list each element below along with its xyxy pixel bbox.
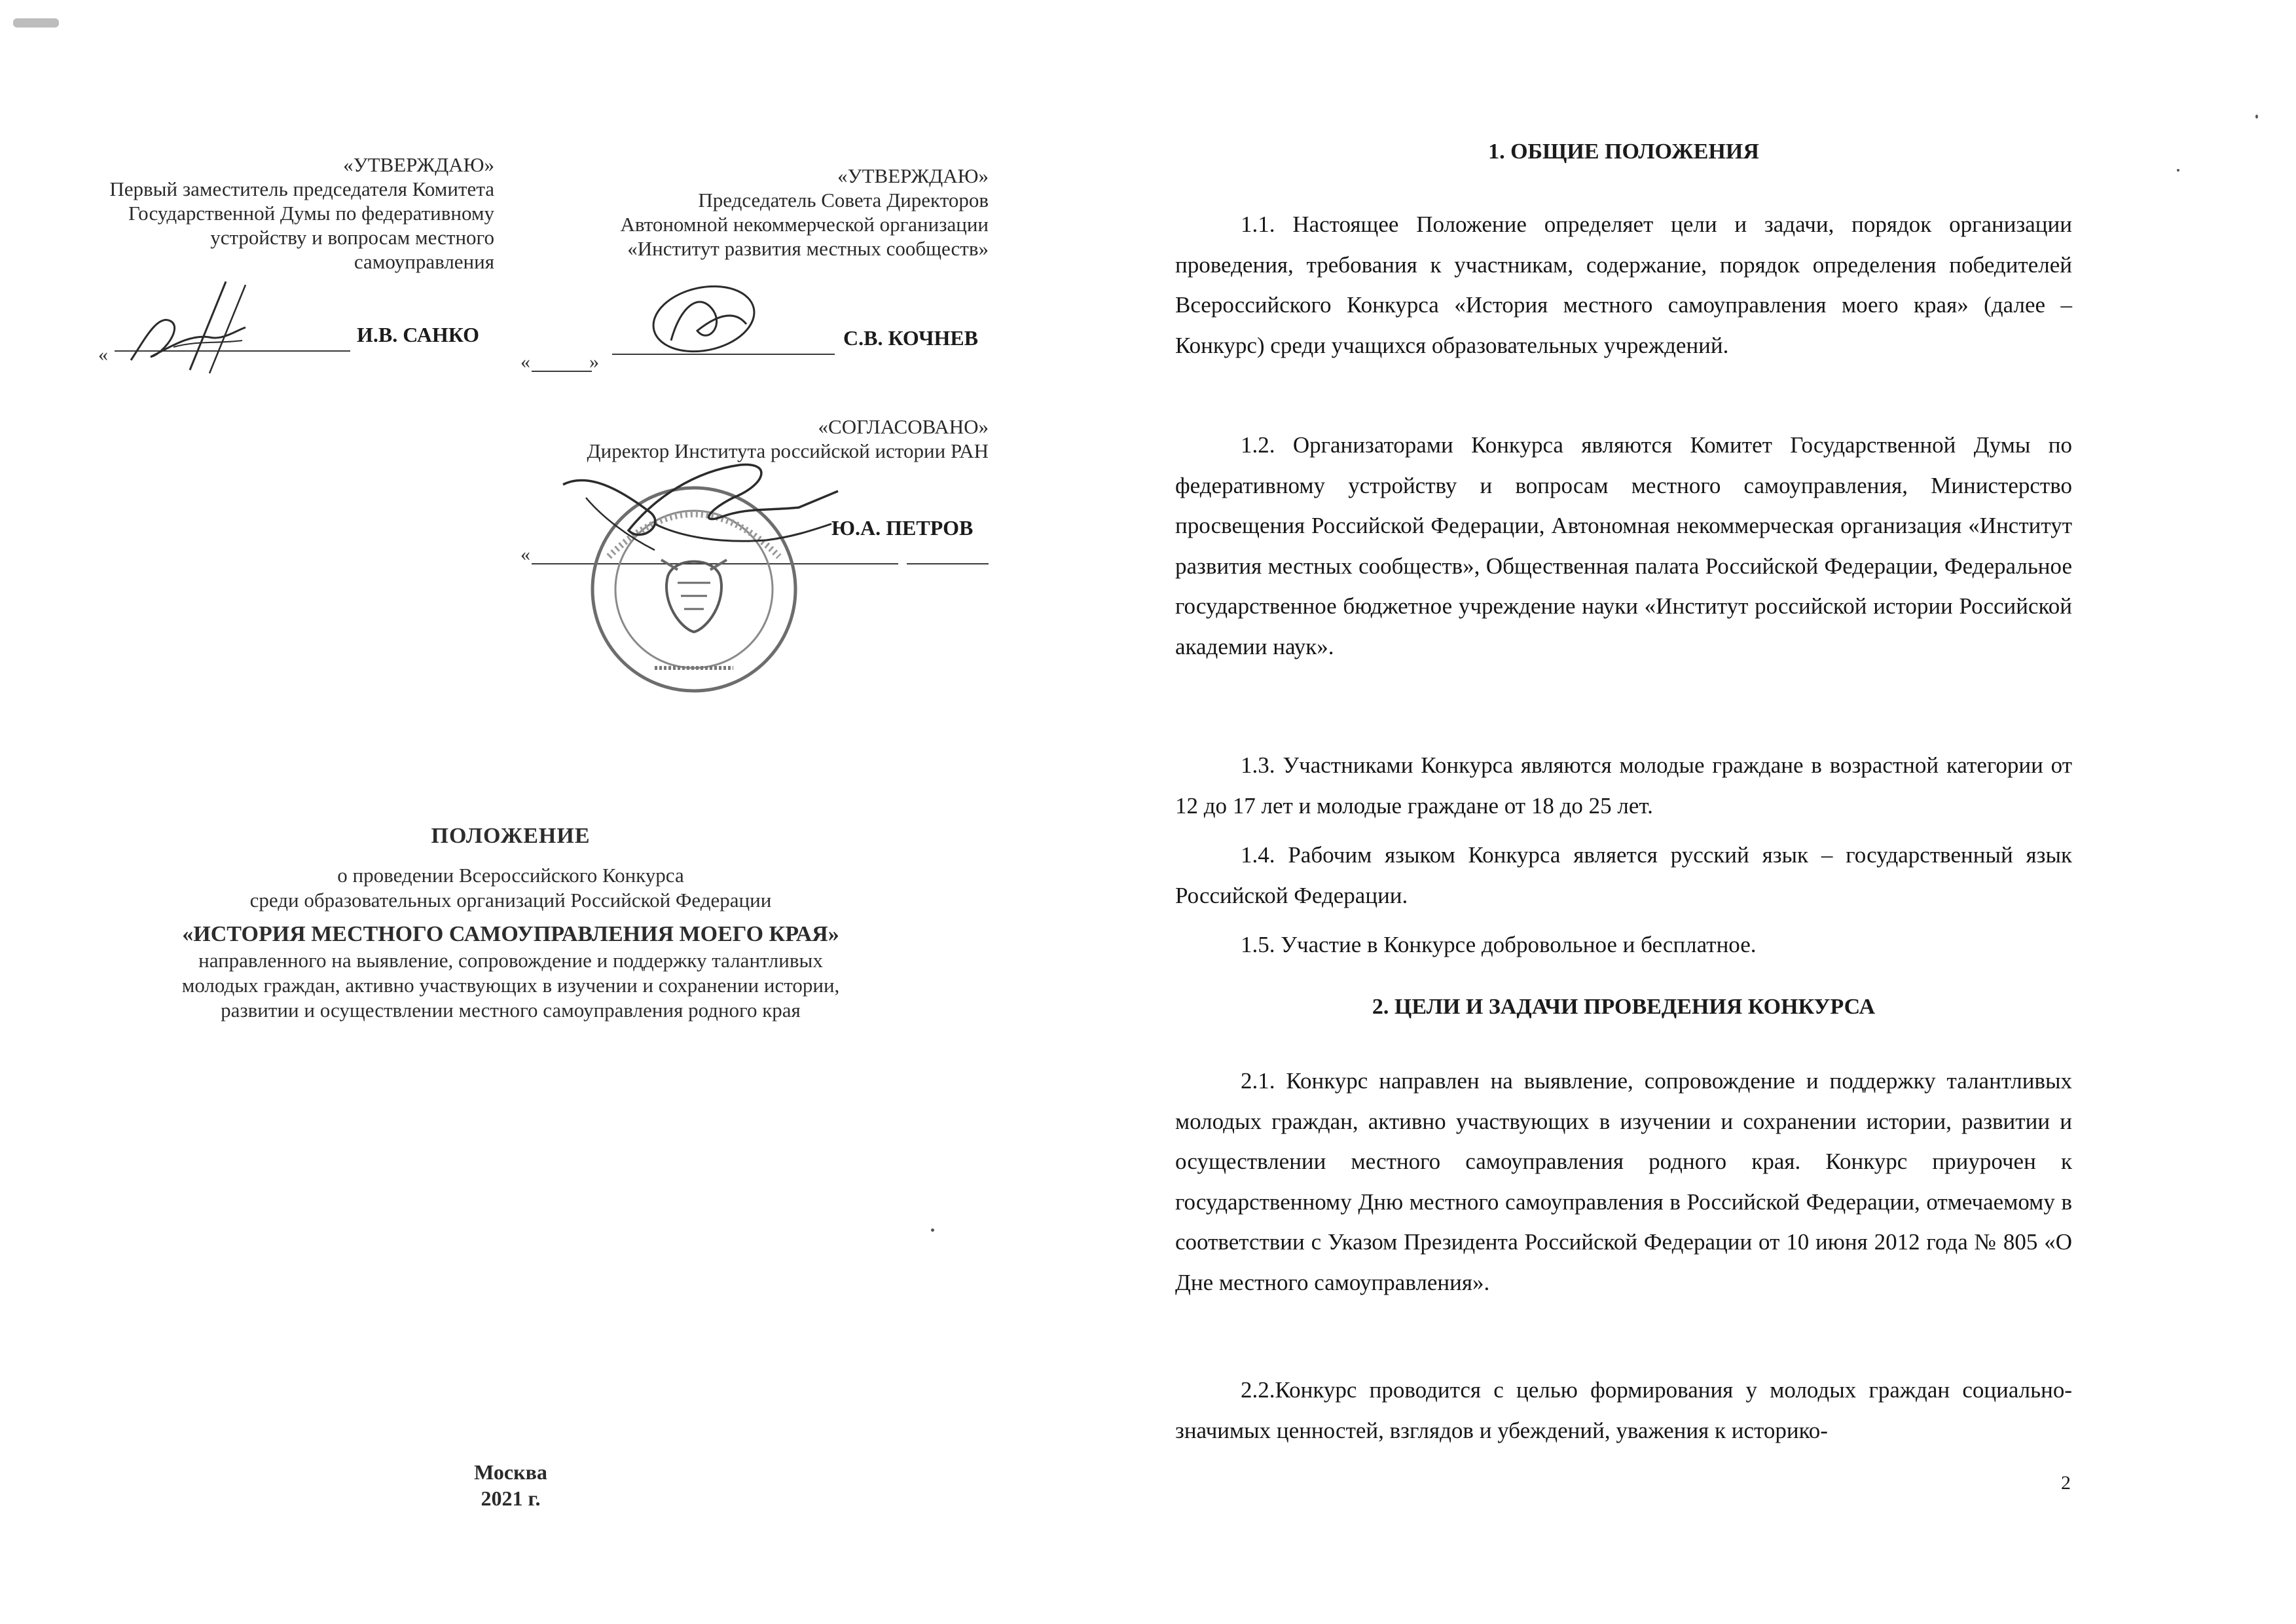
- purpose-line: направленного на выявление, сопровождение и поддержку талантливых: [198, 949, 823, 972]
- approval-second-line: Председатель Совета Директоров: [698, 189, 989, 212]
- title-heading: ПОЛОЖЕНИЕ: [431, 824, 591, 848]
- approval-second-line: «Институт развития местных сообществ»: [627, 237, 989, 260]
- scan-speck: [13, 18, 59, 28]
- quote-mark: «: [98, 344, 108, 365]
- approval-first: [109, 153, 494, 274]
- paragraph: 1.1. Настоящее Положение определяет цели и задачи, порядок организации проведения, требования к участникам, содержание, порядок определения победителей Всероссийского Конкурса «История местного самоуправления моего края» (далее – Конкурс) среди учащихся образовательных учреждений.: [1175, 212, 2072, 358]
- approval-third-heading: «СОГЛАСОВАНО»: [818, 415, 989, 438]
- approval-second: [620, 164, 989, 261]
- scan-speck: [931, 1228, 934, 1232]
- purpose-line: молодых граждан, активно участвующих в изучении и сохранении истории,: [181, 974, 840, 997]
- scan-speck: [2177, 169, 2179, 172]
- purpose-line: развитии и осуществлении местного самоуправления родного края: [221, 999, 801, 1022]
- approval-first-line: устройству и вопросам местного: [210, 226, 494, 249]
- paragraph: 1.5. Участие в Конкурсе добровольное и бесплатное.: [1241, 932, 1757, 957]
- signature-line: [907, 563, 989, 564]
- signature-line: [532, 371, 592, 372]
- quote-mark: »: [589, 351, 599, 373]
- approval-first-line: Государственной Думы по федеративному: [128, 202, 494, 225]
- approval-first-line: самоуправления: [354, 250, 494, 273]
- approval-second-name: С.В. КОЧНЕВ: [843, 326, 979, 350]
- approval-second-heading: «УТВЕРЖДАЮ»: [837, 164, 989, 187]
- scan-speck: [2255, 115, 2258, 119]
- quote-mark: «: [520, 351, 530, 373]
- approval-first-name: И.В. САНКО: [357, 323, 480, 346]
- city: Москва: [474, 1460, 547, 1484]
- signature-kochnev: [642, 278, 773, 363]
- year: 2021 г.: [481, 1486, 541, 1510]
- quote-mark: «: [520, 544, 530, 565]
- approval-first-line: Первый заместитель председателя Комитета: [109, 177, 494, 200]
- paragraph: 1.4. Рабочим языком Конкурса является русский язык – государственный язык Российской Федерации.: [1175, 842, 2072, 908]
- title-line: о проведении Всероссийского Конкурса: [337, 864, 684, 887]
- section-heading: 2. ЦЕЛИ И ЗАДАЧИ ПРОВЕДЕНИЯ КОНКУРСА: [1372, 995, 1876, 1019]
- signature-sanko: [111, 275, 347, 380]
- approval-first-heading: «УТВЕРЖДАЮ»: [343, 153, 494, 176]
- title-line: среди образовательных организаций Российской Федерации: [249, 889, 772, 912]
- approval-third-line: Директор Института российской истории РАН: [587, 439, 989, 462]
- signature-petrov: [550, 445, 851, 576]
- page-number: 2: [2061, 1472, 2071, 1494]
- place-and-year: [380, 1459, 642, 1511]
- paragraph: 2.1. Конкурс направлен на выявление, сопровождение и поддержку талантливых молодых граждан, активно участвующих в изучении и сохранении истории, развитии и осуществлении местного самоуправления родного края. Конкурс приурочен к государственному Дню местного самоуправления в Российской Федерации, отмечаемому в соответствии с Указом Президента Российской Федерации от 10 июня 2012 года № 805 «О Дне местного самоуправления».: [1175, 1068, 2072, 1295]
- approval-second-line: Автономной некоммерческой организации: [620, 213, 989, 236]
- contest-name: «ИСТОРИЯ МЕСТНОГО САМОУПРАВЛЕНИЯ МОЕГО КРАЯ»: [182, 922, 839, 946]
- paragraph: 1.3. Участниками Конкурса являются молодые граждане в возрастной категории от 12 до 17 лет и молодые граждане от 18 до 25 лет.: [1175, 752, 2072, 819]
- document-title: [118, 824, 903, 1023]
- paragraph: 1.2. Организаторами Конкурса являются Комитет Государственной Думы по федеративному устройству и вопросам местного самоуправления, Министерство просвещения Российской Федерации, Автономная некоммерческая организация «Институт развития местных сообществ», Общественная палата Российской Федерации, Федеральное государственное бюджетное учреждение науки «Институт российской истории Российской академии наук».: [1175, 432, 2072, 659]
- approval-third-name: Ю.А. ПЕТРОВ: [831, 516, 974, 540]
- section-heading: 1. ОБЩИЕ ПОЛОЖЕНИЯ: [1488, 139, 1759, 164]
- paragraph: 2.2.Конкурс проводится с целью формирования у молодых граждан социально-значимых ценностей, взглядов и убеждений, уважения к историко-: [1175, 1377, 2072, 1443]
